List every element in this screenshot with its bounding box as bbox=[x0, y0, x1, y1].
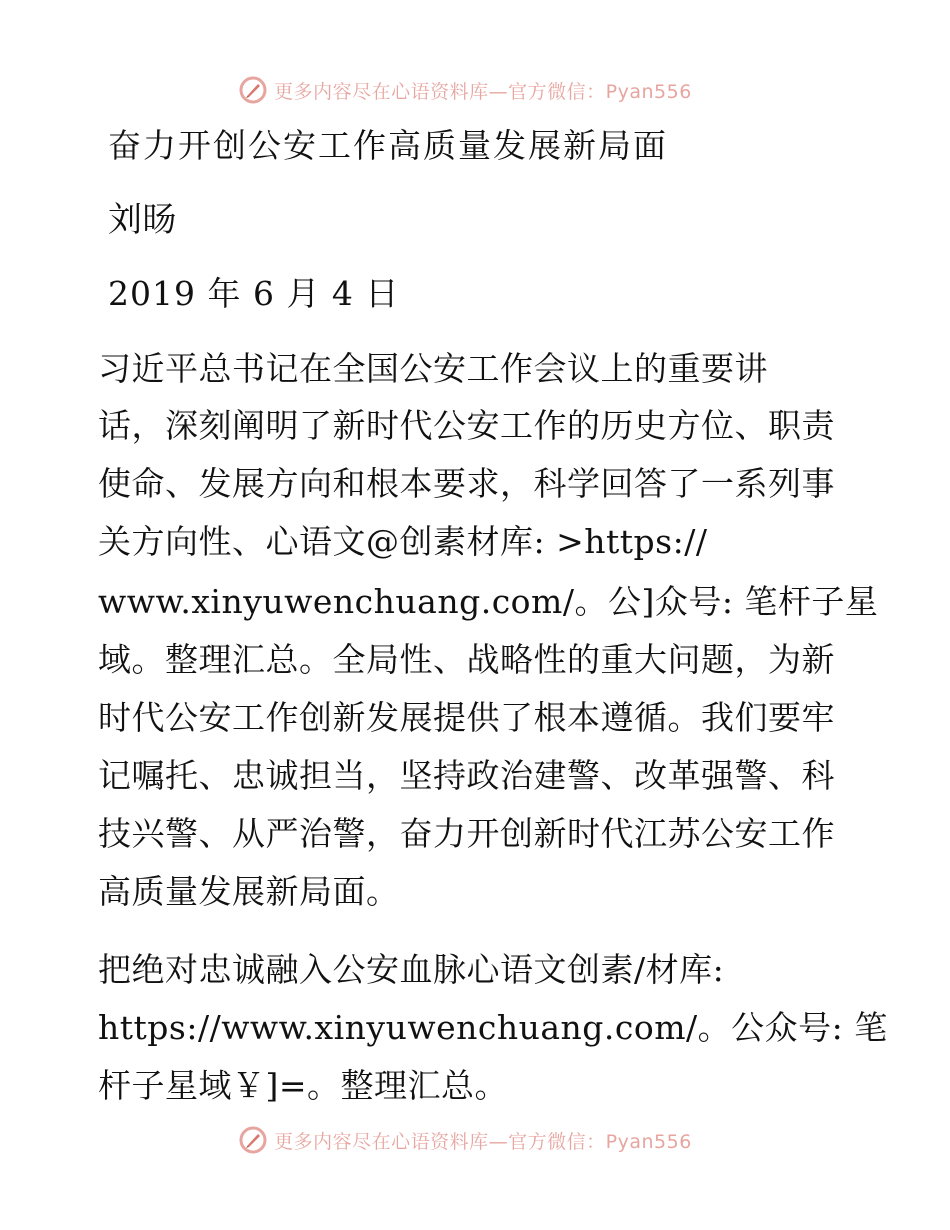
article-date: 2019 年 6 月 4 日 bbox=[108, 274, 400, 313]
paragraph-line: 话，深刻阐明了新时代公安工作的历史方位、职责 bbox=[98, 406, 835, 445]
article-title: 奋力开创公安工作高质量发展新局面 bbox=[108, 126, 668, 165]
paragraph-line: 把绝对忠诚融入公安血脉心语文创素/材库: bbox=[98, 950, 725, 989]
paragraph-line: 记嘱托、忠诚担当，坚持政治建警、改革强警、科 bbox=[98, 756, 835, 795]
paragraph-line: 域。整理汇总。全局性、战略性的重大问题，为新 bbox=[98, 640, 835, 679]
paragraph-line: 杆子星域￥]=。整理汇总。 bbox=[98, 1066, 509, 1105]
paragraph-line: 关方向性、心语文@创素材库: >https:// bbox=[98, 522, 708, 561]
watermark-header bbox=[0, 70, 950, 110]
watermark-text: 更多内容尽在心语资料库—官方微信：Pyan556 bbox=[274, 1130, 692, 1153]
paragraph-line: 使命、发展方向和根本要求，科学回答了一系列事 bbox=[98, 464, 835, 503]
paragraph-line: https://www.xinyuwenchuang.com/。公众号: 笔 bbox=[98, 1008, 888, 1047]
pen-nib-logo-icon bbox=[238, 1125, 268, 1155]
paragraph-line: 时代公安工作创新发展提供了根本遵循。我们要牢 bbox=[98, 698, 835, 737]
paragraph-line: 习近平总书记在全国公安工作会议上的重要讲 bbox=[98, 349, 768, 388]
watermark-footer bbox=[0, 1120, 950, 1160]
paragraph-line: 高质量发展新局面。 bbox=[98, 872, 400, 911]
pen-nib-logo-icon bbox=[238, 75, 268, 105]
paragraph-line: www.xinyuwenchuang.com/。公]众号: 笔杆子星 bbox=[98, 582, 879, 621]
paragraph-line: 技兴警、从严治警，奋力开创新时代江苏公安工作 bbox=[98, 814, 835, 853]
watermark-text: 更多内容尽在心语资料库—官方微信：Pyan556 bbox=[274, 80, 692, 103]
article-author: 刘旸 bbox=[108, 200, 177, 240]
